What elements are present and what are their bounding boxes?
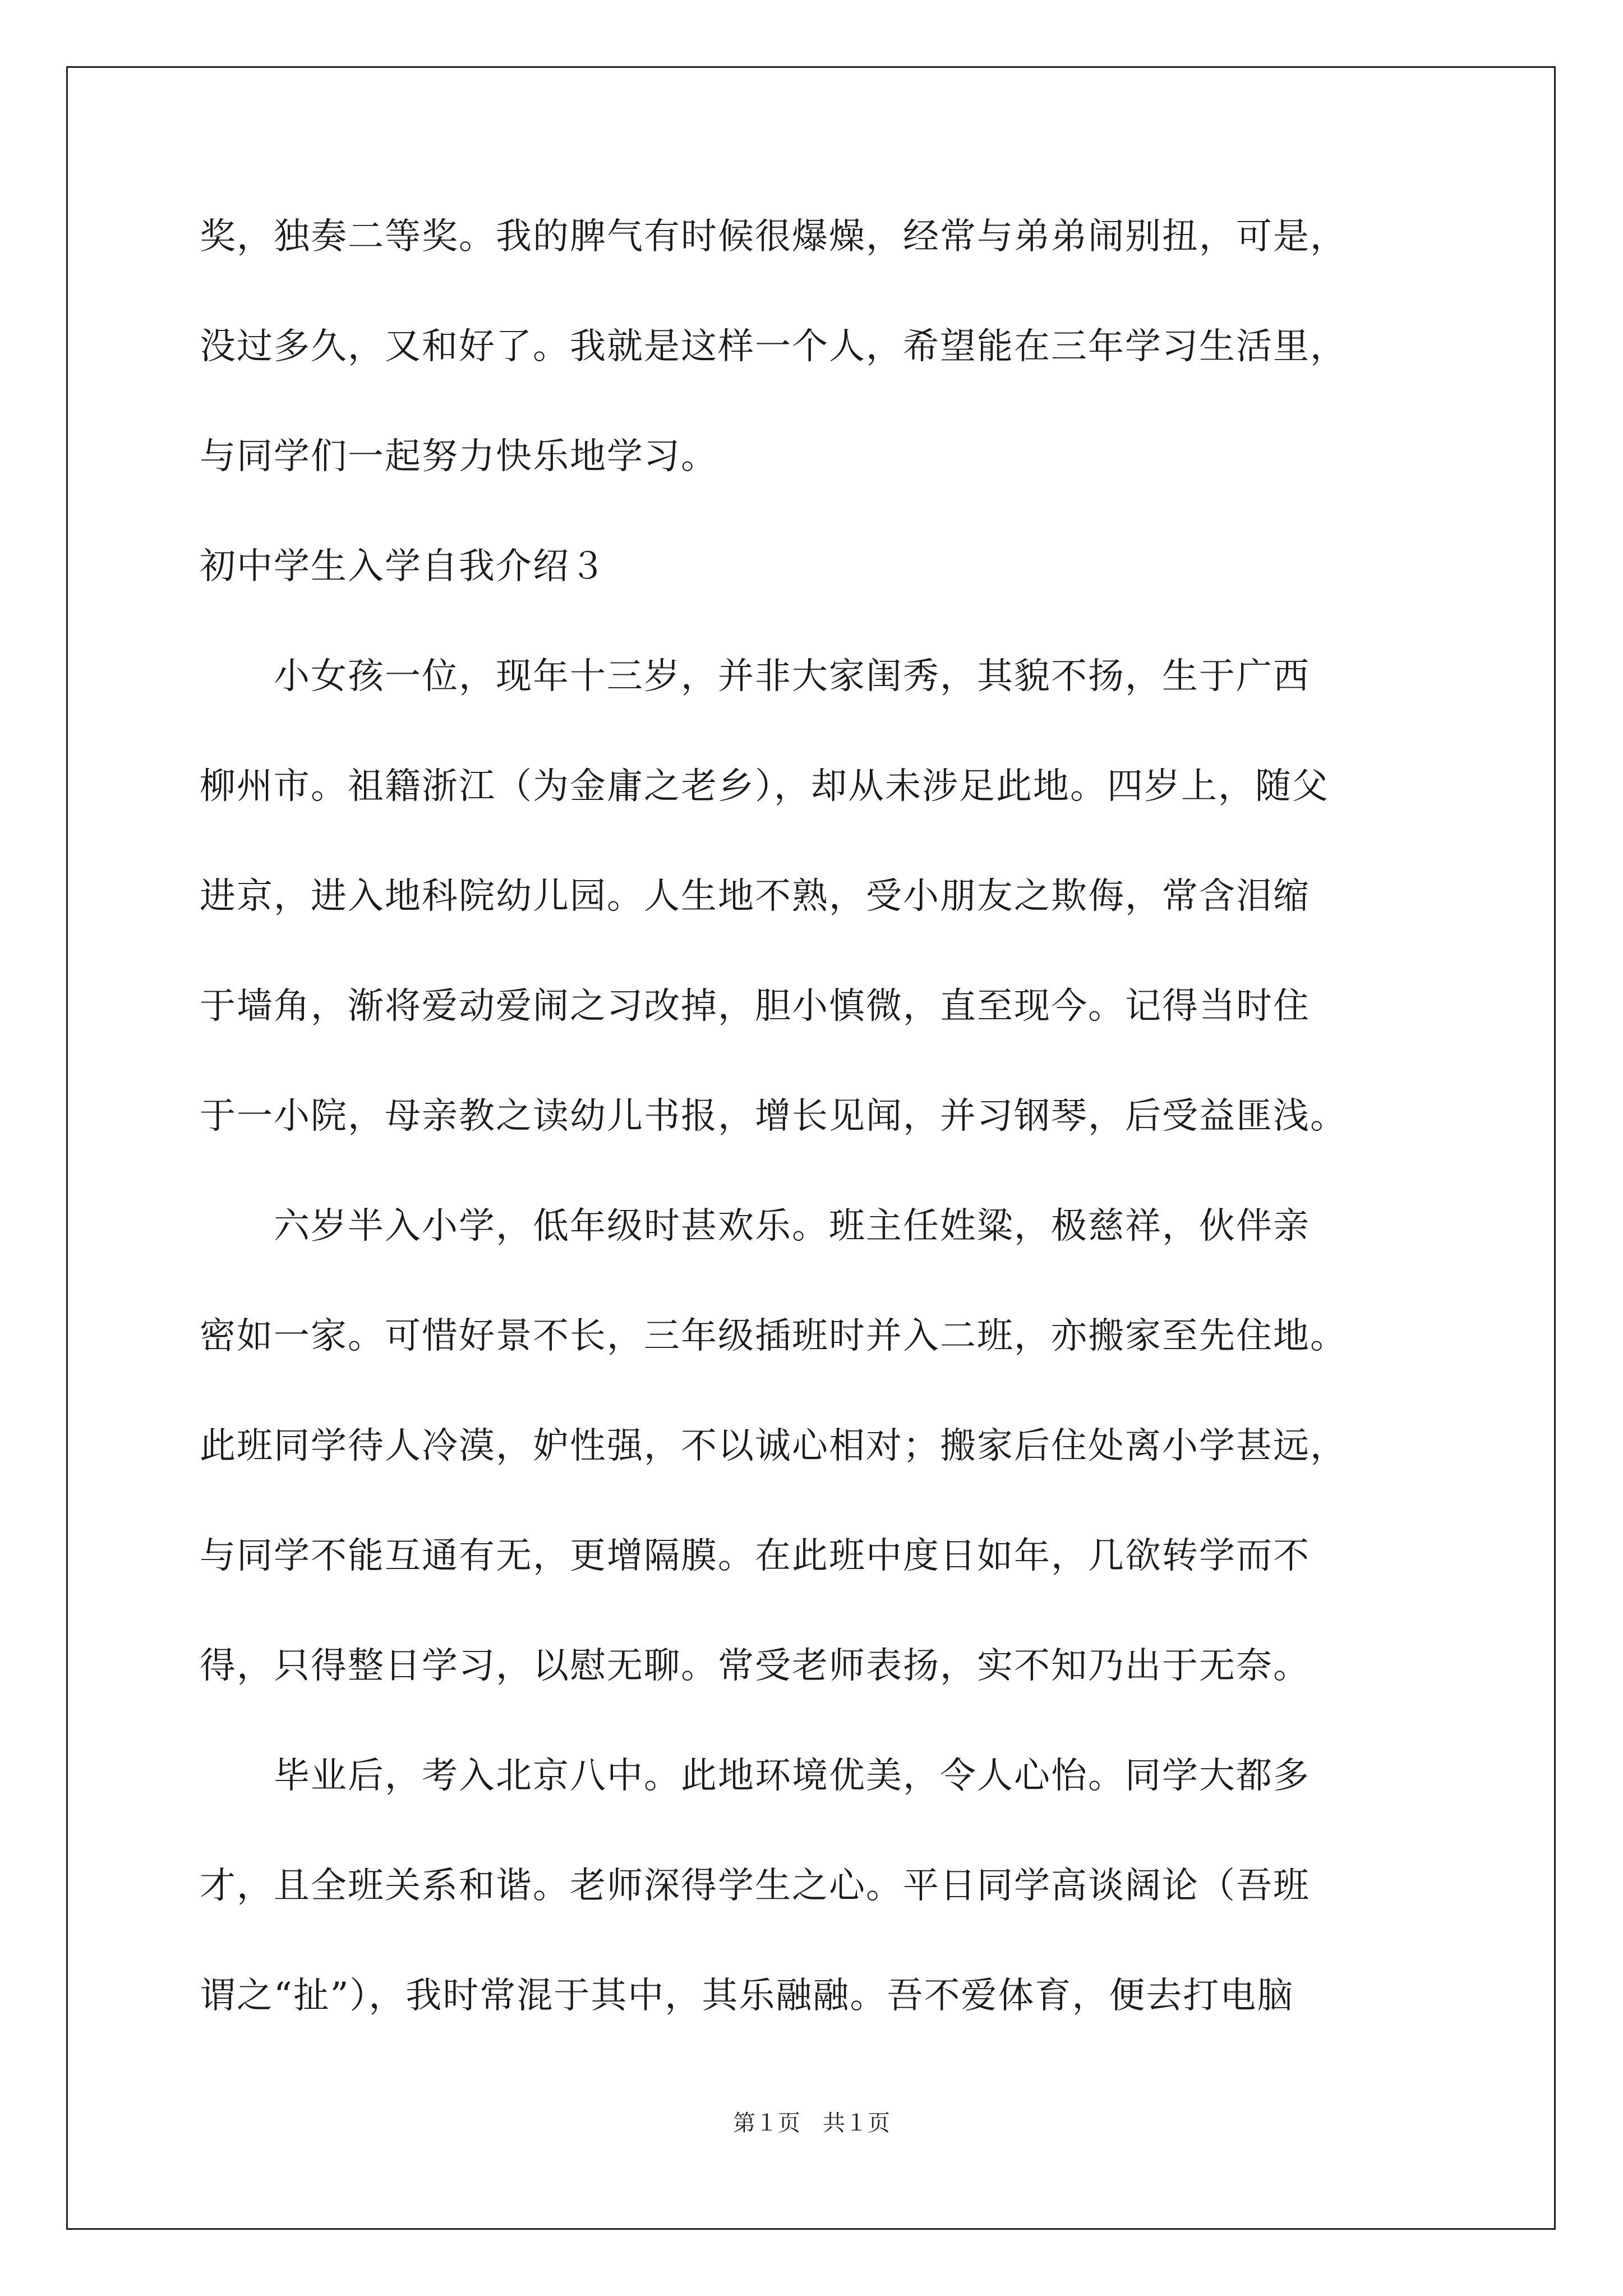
text-line: 此班同学待人冷漠，妒性强，不以诚心相对；搬家后住处离小学甚远， bbox=[200, 1425, 1347, 1467]
text-line: 谓之“扯”），我时常混于其中，其乐融融。吾不爱体育，便去打电脑 bbox=[200, 1975, 1294, 2017]
document-body bbox=[200, 209, 1456, 2078]
text-line: 柳州市。祖籍浙江（为金庸之老乡），却从未涉足此地。四岁上，随父 bbox=[200, 766, 1329, 807]
page-number: 第１页 共１页 bbox=[733, 2110, 890, 2136]
text-line: 毕业后，考入北京八中。此地环境优美，令人心怡。同学大都多 bbox=[200, 1755, 1310, 1797]
text-line: 于一小院，母亲教之读幼儿书报，增长见闻，并习钢琴，后受益匪浅。 bbox=[200, 1096, 1347, 1137]
text-line: 六岁半入小学，低年级时甚欢乐。班主任姓粱，极慈祥，伙伴亲 bbox=[200, 1205, 1310, 1247]
text-line: 小女孩一位，现年十三岁，并非大家闺秀，其貌不扬，生于广西 bbox=[200, 656, 1310, 697]
text-line: 密如一家。可惜好景不长，三年级插班时并入二班，亦搬家至先住地。 bbox=[200, 1315, 1347, 1357]
text-line: 进京，进入地科院幼儿园。人生地不熟，受小朋友之欺侮，常含泪缩 bbox=[200, 876, 1310, 917]
text-line: 与同学不能互通有无，更增隔膜。在此班中度日如年，几欲转学而不 bbox=[200, 1535, 1310, 1577]
text-line: 于墙角，渐将爱动爱闹之习改掉，胆小慎微，直至现今。记得当时住 bbox=[200, 986, 1310, 1027]
text-line: 奖，独奏二等奖。我的脾气有时候很爆燥，经常与弟弟闹别扭，可是， bbox=[200, 216, 1347, 257]
text-line: 没过多久，又和好了。我就是这样一个人，希望能在三年学习生活里， bbox=[200, 326, 1347, 367]
text-line: 才，且全班关系和谐。老师深得学生之心。平日同学高谈阔论（吾班 bbox=[200, 1865, 1310, 1907]
text-line: 得，只得整日学习，以慰无聊。常受老师表扬，实不知乃出于无奈。 bbox=[200, 1645, 1310, 1687]
section-heading: 初中学生入学自我介绍３ bbox=[200, 546, 607, 587]
text-line: 与同学们一起努力快乐地学习。 bbox=[200, 436, 718, 477]
